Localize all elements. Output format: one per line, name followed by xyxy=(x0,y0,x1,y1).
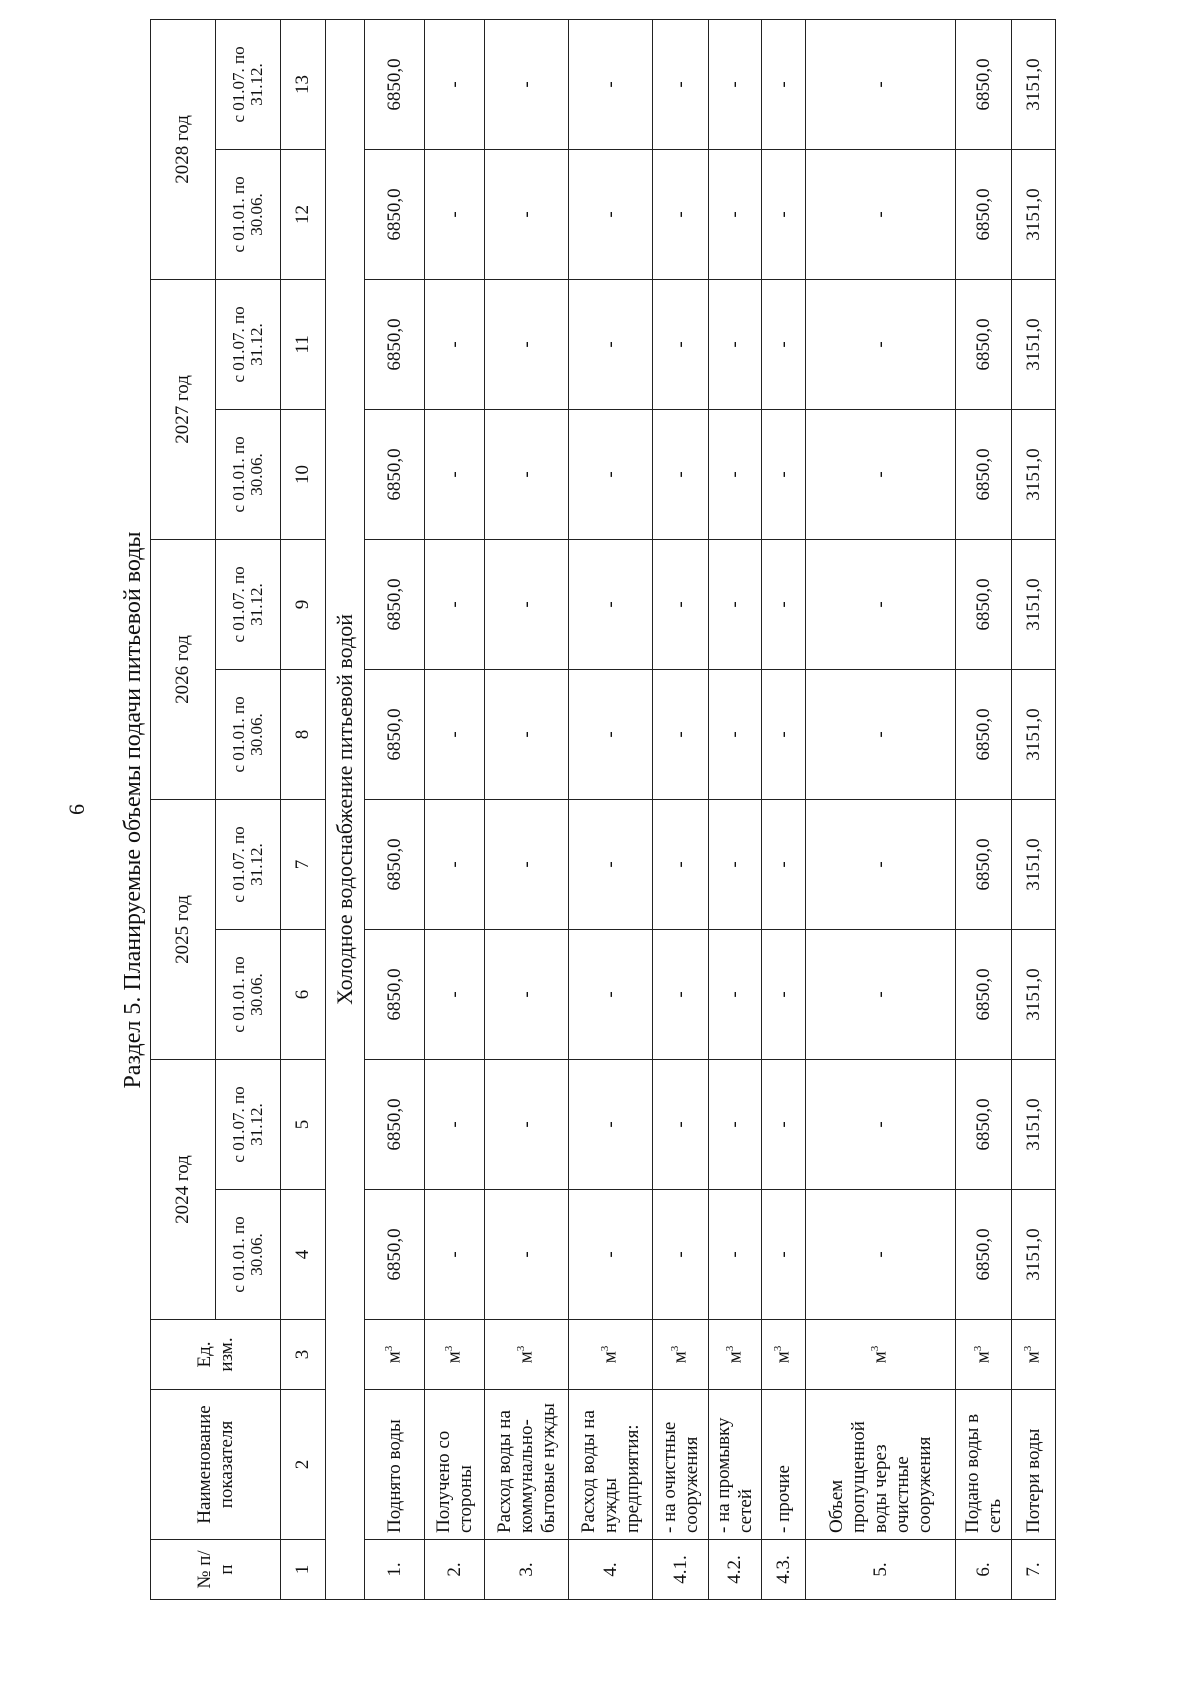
indicator-name: Потери воды xyxy=(1012,1390,1056,1540)
value-cell: 6850,0 xyxy=(956,279,1012,409)
col-number: 13 xyxy=(281,19,326,149)
value-cell: - xyxy=(485,19,569,149)
row-number: 6. xyxy=(956,1540,1012,1600)
value-cell: - xyxy=(653,929,709,1059)
value-cell: - xyxy=(709,19,762,149)
value-cell: 6850,0 xyxy=(365,149,425,279)
value-cell: 6850,0 xyxy=(365,279,425,409)
value-cell: - xyxy=(485,539,569,669)
value-cell: 6850,0 xyxy=(956,1190,1012,1320)
col-number: 12 xyxy=(281,149,326,279)
header-half: с 01.01. по 30.06. xyxy=(216,149,281,279)
value-cell: - xyxy=(485,409,569,539)
value-cell: 3151,0 xyxy=(1012,1059,1056,1189)
unit-cell xyxy=(365,1320,425,1390)
value-cell: - xyxy=(806,669,956,799)
header-year: 2027 год xyxy=(151,279,216,539)
value-cell: 6850,0 xyxy=(365,669,425,799)
col-number: 2 xyxy=(281,1390,326,1540)
table-row xyxy=(709,19,762,1599)
value-cell: 6850,0 xyxy=(365,799,425,929)
value-cell: - xyxy=(653,669,709,799)
header-year: 2026 год xyxy=(151,539,216,799)
indicator-name: Получено со стороны xyxy=(425,1390,485,1540)
value-cell: - xyxy=(425,149,485,279)
unit-cell xyxy=(709,1320,762,1390)
value-cell: - xyxy=(762,1059,806,1189)
value-cell: 6850,0 xyxy=(365,409,425,539)
header-year: 2028 год xyxy=(151,19,216,279)
header-half: с 01.01. по 30.06. xyxy=(216,409,281,539)
indicator-name: - прочие xyxy=(762,1390,806,1540)
page-number: 6 xyxy=(64,804,89,815)
section-label: Холодное водоснабжение питьевой водой xyxy=(326,19,365,1599)
value-cell: - xyxy=(569,409,653,539)
table-row xyxy=(1012,19,1056,1599)
row-number: 7. xyxy=(1012,1540,1056,1600)
value-cell: - xyxy=(762,929,806,1059)
value-cell: - xyxy=(569,1190,653,1320)
row-number: 4.1. xyxy=(653,1540,709,1600)
value-cell: - xyxy=(569,19,653,149)
value-cell: - xyxy=(762,409,806,539)
unit-exponent: 3 xyxy=(515,1345,528,1352)
unit-base: м xyxy=(383,1351,405,1364)
header-num: № п/п xyxy=(151,1540,281,1600)
value-cell: 3151,0 xyxy=(1012,669,1056,799)
value-cell: - xyxy=(806,929,956,1059)
value-cell: - xyxy=(569,929,653,1059)
unit-base: м xyxy=(972,1351,994,1364)
unit-base: м xyxy=(669,1351,691,1364)
table-row xyxy=(485,19,569,1599)
header-unit: Ед. изм. xyxy=(151,1320,281,1390)
value-cell: - xyxy=(709,279,762,409)
value-cell: - xyxy=(762,149,806,279)
unit-base: м xyxy=(515,1351,537,1364)
col-number: 4 xyxy=(281,1190,326,1320)
col-number: 7 xyxy=(281,799,326,929)
value-cell: - xyxy=(709,409,762,539)
value-cell: - xyxy=(485,149,569,279)
column-number-row xyxy=(281,19,326,1599)
header-half: с 01.01. по 30.06. xyxy=(216,669,281,799)
indicator-name: Объем пропущенной воды через очистные сооружения xyxy=(806,1390,956,1540)
value-cell: - xyxy=(485,279,569,409)
header-half: с 01.07. по 31.12. xyxy=(216,19,281,149)
value-cell: - xyxy=(762,669,806,799)
value-cell: - xyxy=(569,1059,653,1189)
table-row xyxy=(956,19,1012,1599)
unit-base: м xyxy=(869,1351,891,1364)
value-cell: 6850,0 xyxy=(365,19,425,149)
value-cell: 3151,0 xyxy=(1012,19,1056,149)
header-half: с 01.01. по 30.06. xyxy=(216,929,281,1059)
unit-exponent: 3 xyxy=(869,1345,882,1352)
value-cell: - xyxy=(709,1190,762,1320)
col-number: 3 xyxy=(281,1320,326,1390)
value-cell: - xyxy=(425,1190,485,1320)
value-cell: - xyxy=(709,1059,762,1189)
water-supply-table xyxy=(150,19,1056,1600)
row-number: 4. xyxy=(569,1540,653,1600)
header-half: с 01.07. по 31.12. xyxy=(216,799,281,929)
value-cell: - xyxy=(569,539,653,669)
indicator-name: - на промывку сетей xyxy=(709,1390,762,1540)
col-number: 5 xyxy=(281,1059,326,1189)
section-row xyxy=(326,19,365,1599)
indicator-name: Подано воды в сеть xyxy=(956,1390,1012,1540)
unit-base: м xyxy=(1022,1351,1044,1364)
indicator-name: Расход воды на коммунально-бытовые нужды xyxy=(485,1390,569,1540)
value-cell: - xyxy=(569,799,653,929)
col-number: 9 xyxy=(281,539,326,669)
table-row xyxy=(569,19,653,1599)
value-cell: - xyxy=(806,19,956,149)
unit-cell xyxy=(956,1320,1012,1390)
header-half: с 01.07. по 31.12. xyxy=(216,1059,281,1189)
value-cell: - xyxy=(485,929,569,1059)
header-year: 2025 год xyxy=(151,799,216,1059)
value-cell: - xyxy=(425,1059,485,1189)
value-cell: - xyxy=(806,799,956,929)
value-cell: - xyxy=(425,539,485,669)
unit-cell xyxy=(425,1320,485,1390)
value-cell: 6850,0 xyxy=(956,409,1012,539)
unit-cell xyxy=(762,1320,806,1390)
table-row xyxy=(425,19,485,1599)
value-cell: 6850,0 xyxy=(956,19,1012,149)
value-cell: 3151,0 xyxy=(1012,279,1056,409)
rotated-page-content xyxy=(120,20,1044,1600)
unit-exponent: 3 xyxy=(1022,1345,1035,1352)
value-cell: - xyxy=(709,669,762,799)
unit-cell xyxy=(485,1320,569,1390)
value-cell: 6850,0 xyxy=(365,1059,425,1189)
row-number: 1. xyxy=(365,1540,425,1600)
value-cell: - xyxy=(653,799,709,929)
row-number: 4.3. xyxy=(762,1540,806,1600)
unit-exponent: 3 xyxy=(599,1345,612,1352)
unit-base: м xyxy=(443,1351,465,1364)
value-cell: - xyxy=(709,799,762,929)
value-cell: - xyxy=(569,149,653,279)
value-cell: - xyxy=(762,19,806,149)
col-number: 6 xyxy=(281,929,326,1059)
header-year: 2024 год xyxy=(151,1059,216,1319)
col-number: 1 xyxy=(281,1540,326,1600)
value-cell: 3151,0 xyxy=(1012,929,1056,1059)
value-cell: - xyxy=(425,799,485,929)
value-cell: - xyxy=(762,1190,806,1320)
value-cell: - xyxy=(425,19,485,149)
value-cell: - xyxy=(485,669,569,799)
row-number: 5. xyxy=(806,1540,956,1600)
value-cell: - xyxy=(425,669,485,799)
value-cell: 6850,0 xyxy=(956,799,1012,929)
value-cell: 6850,0 xyxy=(956,539,1012,669)
value-cell: 3151,0 xyxy=(1012,149,1056,279)
unit-base: м xyxy=(724,1351,746,1364)
value-cell: - xyxy=(806,279,956,409)
value-cell: - xyxy=(762,539,806,669)
value-cell: 6850,0 xyxy=(956,1059,1012,1189)
value-cell: - xyxy=(425,409,485,539)
row-number: 3. xyxy=(485,1540,569,1600)
value-cell: - xyxy=(653,1190,709,1320)
indicator-name: Поднято воды xyxy=(365,1390,425,1540)
unit-cell xyxy=(806,1320,956,1390)
value-cell: - xyxy=(806,409,956,539)
value-cell: - xyxy=(762,799,806,929)
col-number: 10 xyxy=(281,409,326,539)
indicator-name: - на очистные сооружения xyxy=(653,1390,709,1540)
value-cell: 3151,0 xyxy=(1012,1190,1056,1320)
value-cell: - xyxy=(485,1059,569,1189)
header-row-years xyxy=(151,19,216,1599)
unit-exponent: 3 xyxy=(443,1345,456,1352)
value-cell: - xyxy=(425,929,485,1059)
value-cell: 3151,0 xyxy=(1012,799,1056,929)
value-cell: 3151,0 xyxy=(1012,409,1056,539)
header-half: с 01.07. по 31.12. xyxy=(216,539,281,669)
header-half: с 01.01. по 30.06. xyxy=(216,1190,281,1320)
value-cell: - xyxy=(653,1059,709,1189)
value-cell: - xyxy=(806,1059,956,1189)
unit-exponent: 3 xyxy=(383,1345,396,1352)
col-number: 11 xyxy=(281,279,326,409)
value-cell: - xyxy=(569,669,653,799)
col-number: 8 xyxy=(281,669,326,799)
unit-cell xyxy=(1012,1320,1056,1390)
unit-exponent: 3 xyxy=(723,1345,736,1352)
value-cell: - xyxy=(806,539,956,669)
unit-cell xyxy=(569,1320,653,1390)
value-cell: - xyxy=(653,539,709,669)
table-row xyxy=(806,19,956,1599)
value-cell: - xyxy=(653,279,709,409)
indicator-name: Расход воды на нужды предприятия: xyxy=(569,1390,653,1540)
value-cell: 6850,0 xyxy=(365,1190,425,1320)
unit-exponent: 3 xyxy=(972,1345,985,1352)
value-cell: - xyxy=(485,1190,569,1320)
value-cell: - xyxy=(569,279,653,409)
value-cell: 6850,0 xyxy=(365,539,425,669)
unit-exponent: 3 xyxy=(772,1345,785,1352)
value-cell: - xyxy=(485,799,569,929)
value-cell: - xyxy=(709,149,762,279)
unit-exponent: 3 xyxy=(669,1345,682,1352)
unit-base: м xyxy=(772,1351,794,1364)
value-cell: - xyxy=(653,149,709,279)
unit-base: м xyxy=(599,1351,621,1364)
value-cell: - xyxy=(762,279,806,409)
value-cell: 6850,0 xyxy=(956,149,1012,279)
table-row xyxy=(762,19,806,1599)
header-half: с 01.07. по 31.12. xyxy=(216,279,281,409)
value-cell: 6850,0 xyxy=(956,929,1012,1059)
value-cell: - xyxy=(653,409,709,539)
value-cell: - xyxy=(653,19,709,149)
value-cell: 3151,0 xyxy=(1012,539,1056,669)
value-cell: - xyxy=(806,149,956,279)
header-name: Наименование показателя xyxy=(151,1390,281,1540)
row-number: 4.2. xyxy=(709,1540,762,1600)
value-cell: 6850,0 xyxy=(365,929,425,1059)
value-cell: - xyxy=(709,929,762,1059)
unit-cell xyxy=(653,1320,709,1390)
table-row xyxy=(365,19,425,1599)
table-row xyxy=(653,19,709,1599)
section-title: Раздел 5. Планируемые объемы подачи питьевой воды xyxy=(120,531,146,1089)
value-cell: - xyxy=(709,539,762,669)
value-cell: - xyxy=(806,1190,956,1320)
value-cell: - xyxy=(425,279,485,409)
row-number: 2. xyxy=(425,1540,485,1600)
value-cell: 6850,0 xyxy=(956,669,1012,799)
